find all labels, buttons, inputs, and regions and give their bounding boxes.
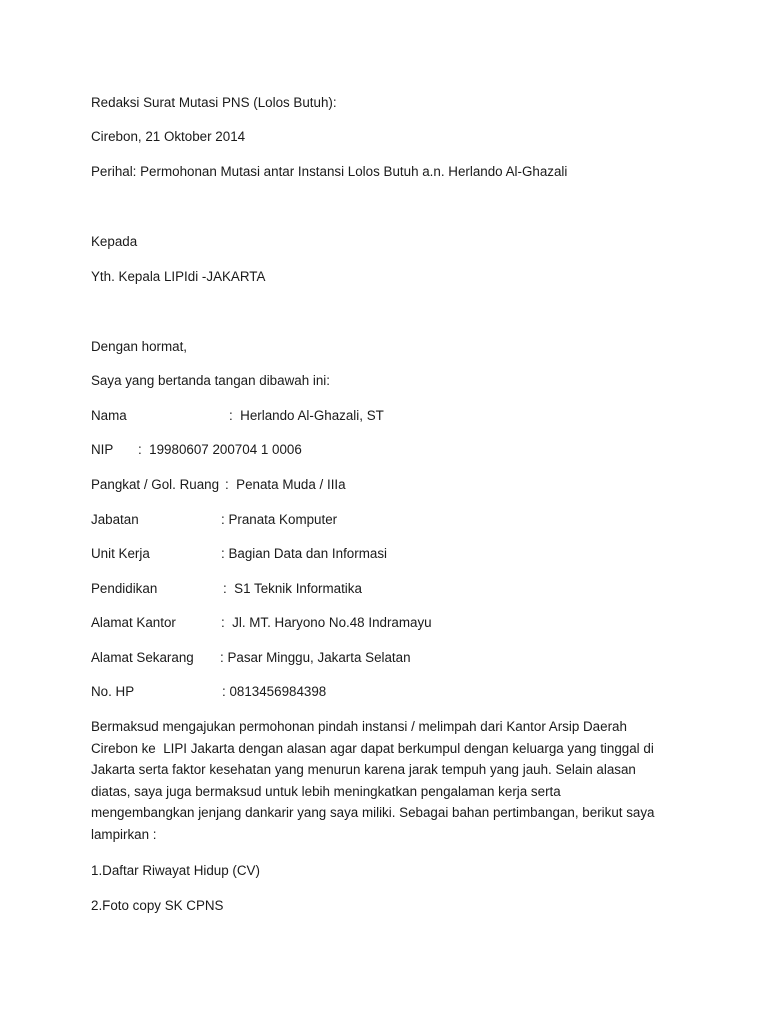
field-label-nama: Nama [91,408,127,423]
field-label-no-hp: No. HP [91,684,135,699]
field-value-jabatan: : Pranata Komputer [221,512,338,527]
field-label-nip: NIP [91,442,114,457]
field-label-jabatan: Jabatan [91,512,139,527]
field-label-alamat-kantor: Alamat Kantor [91,615,176,630]
field-value-no-hp: : 0813456984398 [222,684,327,699]
attachment-item: 2.Foto copy SK CPNS [91,898,224,913]
to-recipient: Yth. Kepala LIPIdi -JAKARTA [91,269,266,284]
subject-line: Perihal: Permohonan Mutasi antar Instansi Lolos Butuh a.n. Herlando Al-Ghazali [91,164,568,179]
field-label-pendidikan: Pendidikan [91,581,158,596]
body-paragraph [91,716,681,846]
to-label: Kepada [91,234,138,249]
intro-line: Saya yang bertanda tangan dibawah ini: [91,373,330,388]
body-line: lampirkan : [91,826,157,842]
field-value-pangkat: : Penata Muda / IIIa [225,477,346,492]
body-line: Bermaksud mengajukan permohonan pindah instansi / melimpah dari Kantor Arsip Daerah [91,719,627,734]
document-heading: Redaksi Surat Mutasi PNS (Lolos Butuh): [91,95,337,110]
attachment-item: 1.Daftar Riwayat Hidup (CV) [91,863,260,878]
body-line: Jakarta serta faktor kesehatan yang menurun karena jarak tempuh yang jauh. Selain alasan [91,762,636,778]
field-value-nip: : 19980607 200704 1 0006 [138,442,302,457]
field-value-unit-kerja: : Bagian Data dan Informasi [221,546,387,561]
field-value-pendidikan: : S1 Teknik Informatika [223,581,362,596]
field-label-pangkat: Pangkat / Gol. Ruang [91,477,220,492]
field-value-alamat-kantor: : Jl. MT. Haryono No.48 Indramayu [221,615,432,630]
field-value-nama: : Herlando Al-Ghazali, ST [229,408,384,423]
body-line: diatas, saya juga bermaksud untuk lebih meningkatkan pengalaman kerja serta [91,783,561,799]
field-label-alamat-sekarang: Alamat Sekarang [91,650,194,665]
body-line: mengembangkan jenjang dankarir yang saya miliki. Sebagai bahan pertimbangan, berikut saya [91,805,655,821]
greeting: Dengan hormat, [91,339,188,354]
field-value-alamat-sekarang: : Pasar Minggu, Jakarta Selatan [220,650,411,665]
place-date: Cirebon, 21 Oktober 2014 [91,129,246,144]
body-line: Cirebon ke LIPI Jakarta dengan alasan agar dapat berkumpul dengan keluarga yang tinggal di [91,740,654,756]
field-label-unit-kerja: Unit Kerja [91,546,150,561]
